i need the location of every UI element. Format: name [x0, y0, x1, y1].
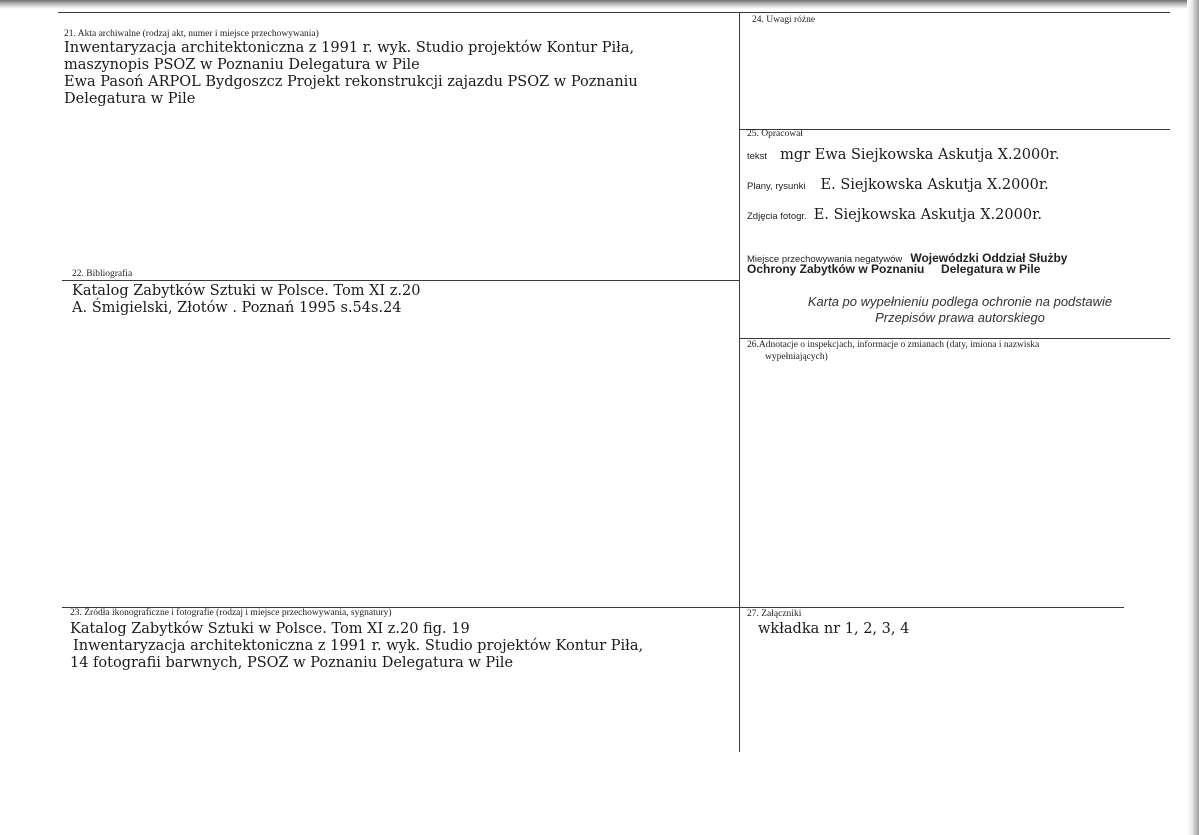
- negatives-storage-value-line2: Ochrony Zabytków w Poznaniu Delegatura w Pile: [747, 262, 1041, 276]
- column-divider: [739, 12, 740, 752]
- section-27-header: 27. Załączniki: [747, 609, 802, 619]
- author-text-value: mgr Ewa Siejkowska Askutja X.2000r.: [780, 147, 1060, 163]
- section-21-line: Inwentaryzacja architektoniczna z 1991 r. wyk. Studio projektów Kontur Piła,: [64, 40, 635, 56]
- section-22-line: Katalog Zabytków Sztuki w Polsce. Tom XI z.20: [72, 283, 421, 299]
- scan-right-edge: [1187, 0, 1199, 835]
- attachments-value: wkładka nr 1, 2, 3, 4: [758, 621, 910, 637]
- author-text-row: [747, 144, 1059, 163]
- section-23-content: [70, 621, 643, 672]
- section-22-header: 22. Bibliografia: [72, 269, 133, 279]
- section-25-divider: [739, 129, 1170, 130]
- section-23-line: Katalog Zabytków Sztuki w Polsce. Tom XI z.20 fig. 19: [70, 621, 470, 637]
- section-21-header: 21. Akta archiwalne (rodzaj akt, numer i miejsce przechowywania): [64, 29, 319, 39]
- section-21-line: maszynopis PSOZ w Poznaniu Delegatura w Pile: [64, 57, 420, 73]
- author-photos-value: E. Siejkowska Askutja X.2000r.: [813, 207, 1043, 223]
- section-26-divider: [739, 338, 1170, 339]
- author-photos-label: Zdjęcia fotogr.: [747, 211, 807, 222]
- negatives-storage-label: Miejsce przechowywania negatywów: [747, 254, 903, 265]
- form-top-border: [58, 12, 1170, 13]
- section-22-divider: [62, 280, 739, 281]
- section-22-content: [72, 283, 420, 317]
- author-plans-label: Plany, rysunki: [747, 181, 806, 192]
- section-23-header: 23. Źródła ikonograficzne i fotografie (rodzaj i miejsce przechowywania, sygnatury): [70, 608, 392, 618]
- section-21-content: [64, 40, 638, 108]
- section-21-line: Delegatura w Pile: [64, 91, 196, 107]
- section-23-line: Inwentaryzacja architektoniczna z 1991 r. wyk. Studio projektów Kontur Piła,: [73, 638, 644, 654]
- section-23-line: 14 fotografii barwnych, PSOZ w Poznaniu Delegatura w Pile: [70, 655, 514, 671]
- section-21-line: Ewa Pasoń ARPOL Bydgoszcz Projekt rekonstrukcji zajazdu PSOZ w Poznaniu: [64, 74, 638, 90]
- author-text-label: tekst: [747, 151, 768, 162]
- author-photos-row: [747, 204, 1042, 223]
- section-26-header-continued: wypełniających): [765, 352, 828, 362]
- section-24-header: 24. Uwagi różne: [752, 15, 816, 25]
- author-plans-value: E. Siejkowska Askutja X.2000r.: [820, 177, 1049, 193]
- section-26-header: 26.Adnotacje o inspekcjach, informacje o zmianach (daty, imiona i nazwiska: [747, 340, 1040, 350]
- section-22-line: A. Śmigielski, Złotów . Poznań 1995 s.54s.24: [72, 300, 402, 316]
- author-plans-row: [747, 174, 1049, 193]
- section-27-divider: [739, 607, 1124, 608]
- copyright-note-line1: Karta po wypełnieniu podlega ochronie na podstawie: [807, 294, 1113, 309]
- copyright-note-line2: Przepisów prawa autorskiego: [875, 310, 1045, 325]
- section-25-header: 25. Opracował: [747, 129, 803, 139]
- scan-top-edge: [0, 0, 1199, 9]
- negatives-storage-value: Wojewódzki Oddział Służby: [910, 251, 1068, 265]
